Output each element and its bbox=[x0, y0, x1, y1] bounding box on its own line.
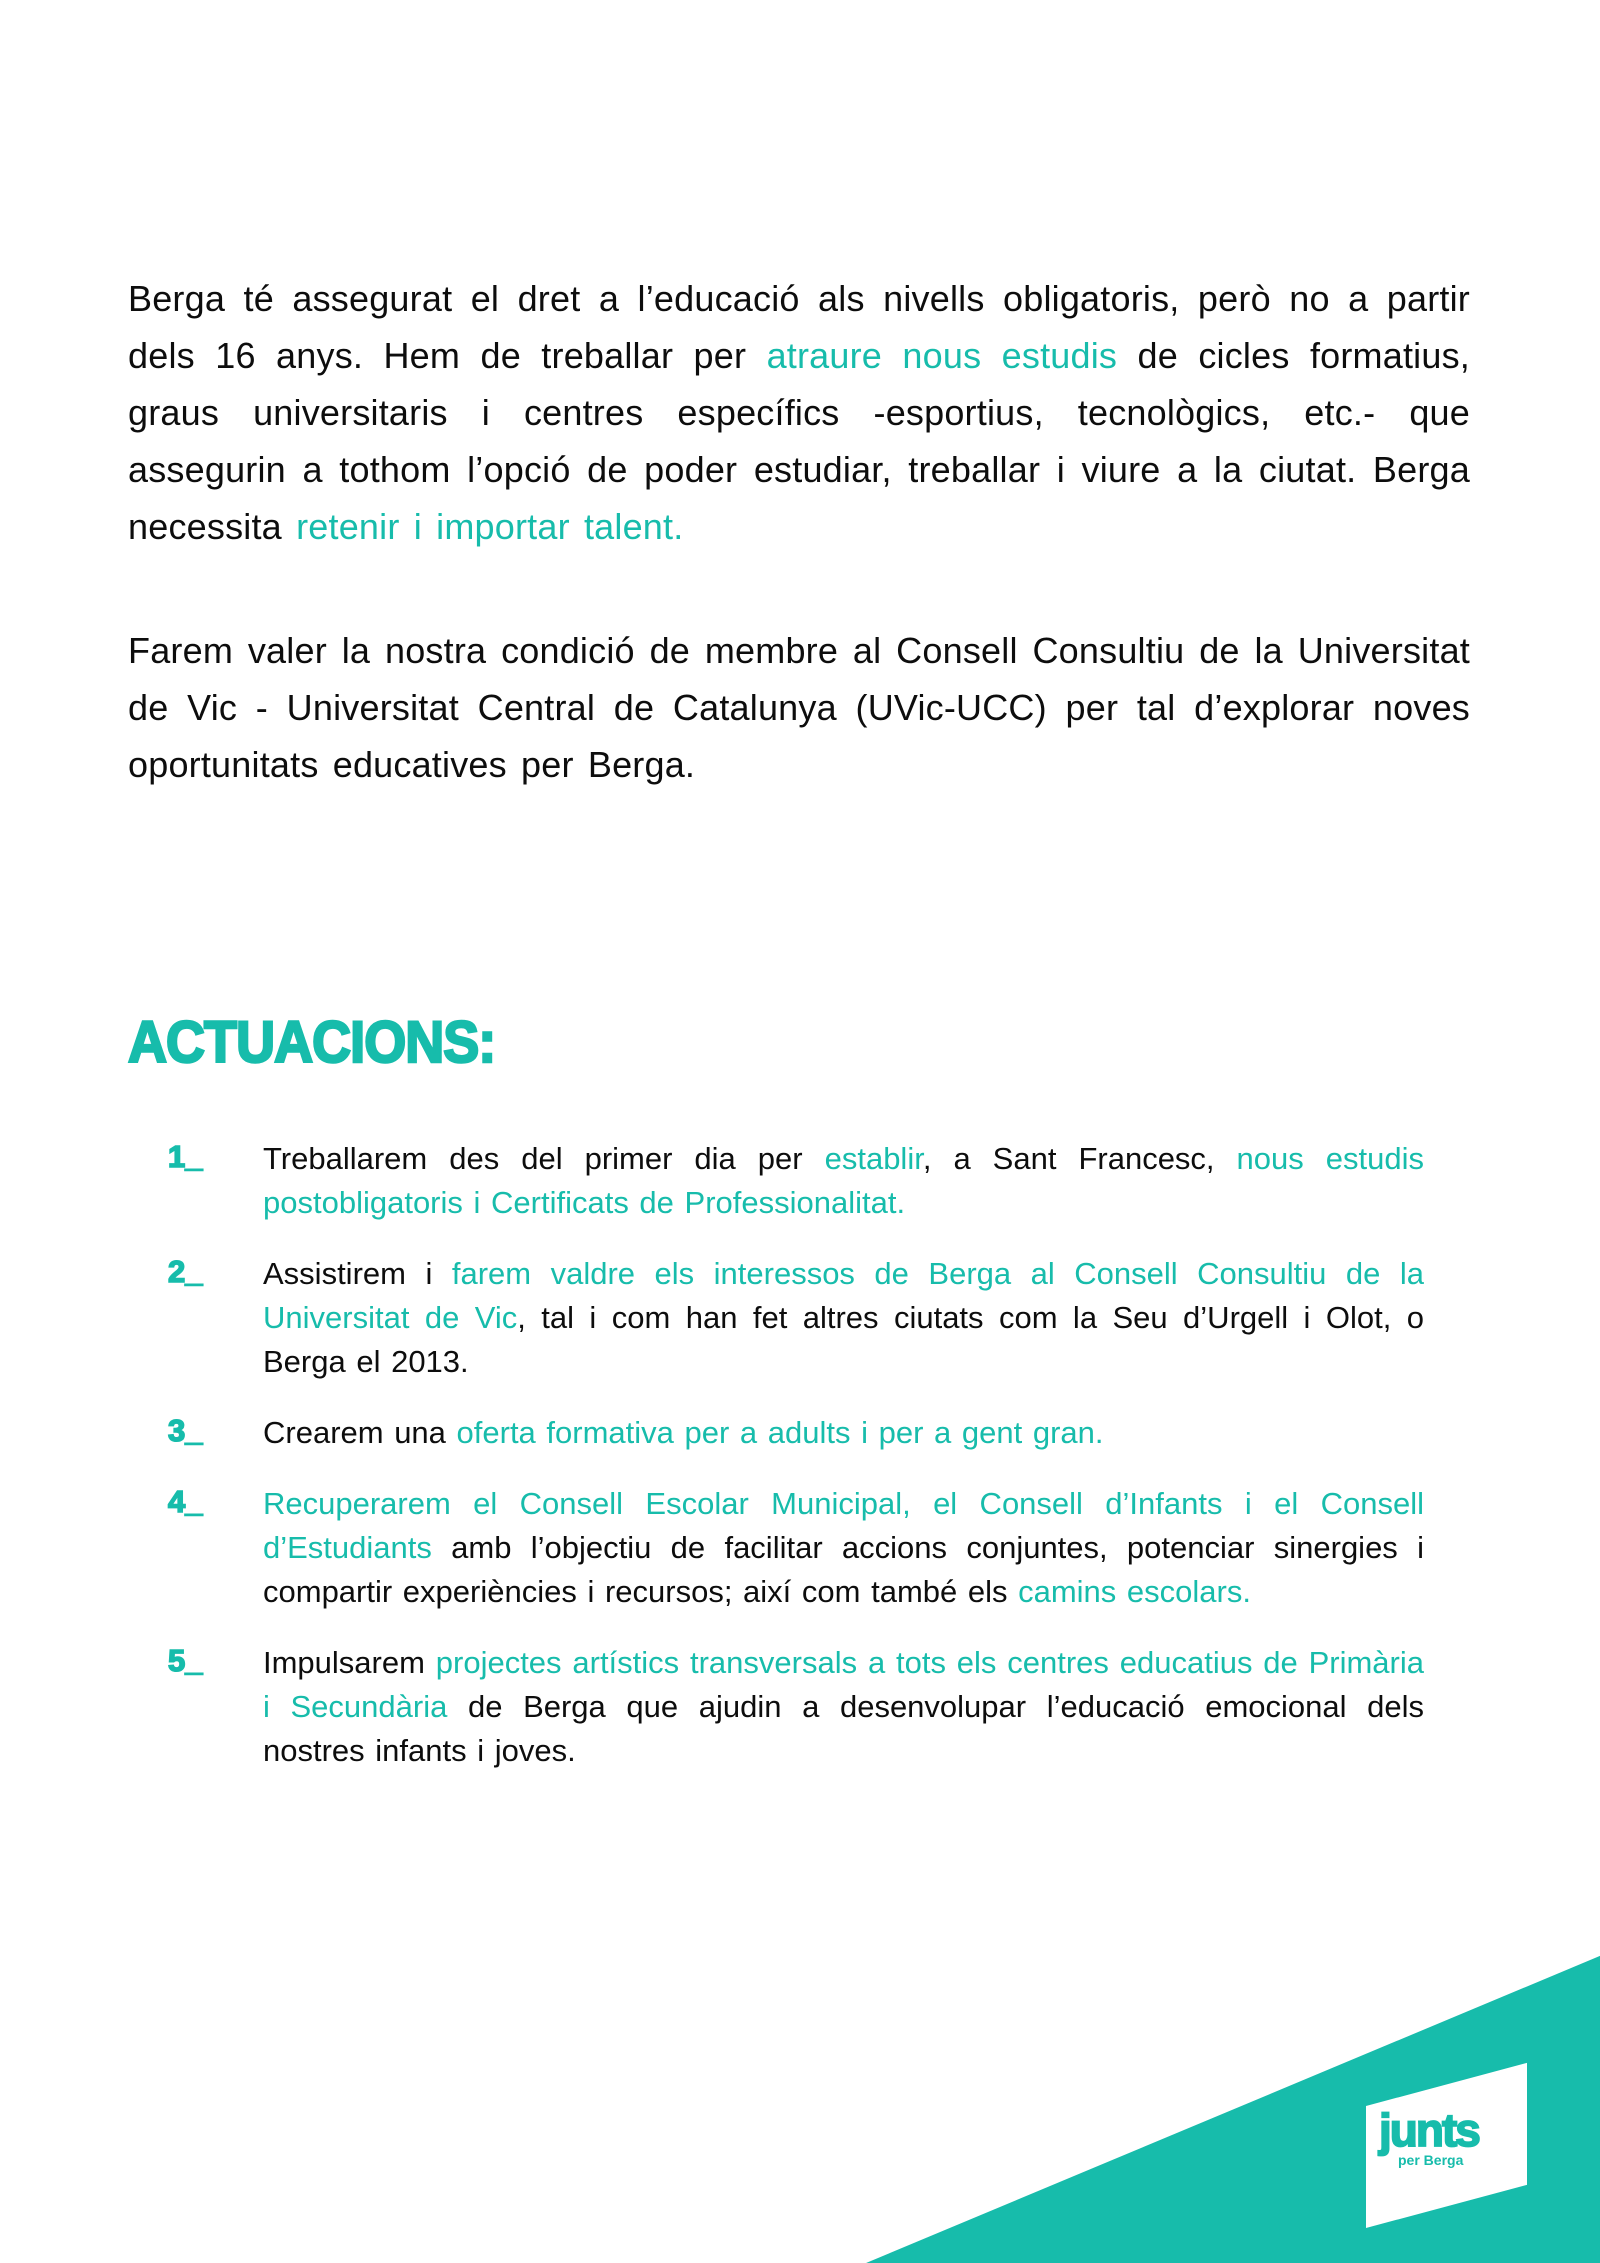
text-segment: , tal i com han fet altres ciutats com la Seu d’Urgell i Olot, o Berga el 2013. bbox=[263, 1300, 1424, 1379]
highlighted-text: Recuperarem el Consell Escolar Municipal, el Consell d’Infants i el Consell d’Estudiants bbox=[263, 1486, 1424, 1565]
text-segment: de cicles formatius, graus universitaris i centres específics -esportius, tecnològics, etc.- que assegurin a tothom l’opció de poder estudiar, treballar i viure a la ciutat. Berga necessita bbox=[128, 335, 1470, 547]
text-segment: Farem valer la nostra condició de membre al Consell Consultiu de la Universitat de Vic - Universitat Central de Catalunya (UVic-UCC) per tal d’explorar noves oportunitats educatives per Berga. bbox=[128, 630, 1470, 785]
text-segment: Assistirem i bbox=[263, 1256, 452, 1291]
junts-logo-tagline: per Berga bbox=[1398, 2152, 1464, 2168]
highlighted-text: oferta formativa per a adults i per a gent gran. bbox=[456, 1415, 1104, 1450]
action-item-number: 1_ bbox=[168, 1139, 203, 1174]
text-segment: , a Sant Francesc, bbox=[922, 1141, 1237, 1176]
action-item-number: 5_ bbox=[168, 1643, 203, 1678]
highlighted-text: nous estudis postobligatoris i Certificats de Professionalitat. bbox=[263, 1141, 1424, 1220]
highlighted-text: atraure nous estudis bbox=[766, 335, 1118, 376]
content-column bbox=[128, 270, 1470, 1800]
highlighted-text: camins escolars. bbox=[1018, 1574, 1251, 1609]
junts-logo-wordmark: junts bbox=[1379, 2104, 1479, 2156]
highlighted-text: establir bbox=[824, 1141, 923, 1176]
text-segment: de Berga que ajudin a desenvolupar l’educació emocional dels nostres infants i joves. bbox=[263, 1689, 1424, 1768]
text-segment: Treballarem des del primer dia per bbox=[263, 1141, 825, 1176]
actions-list bbox=[150, 1137, 1424, 1773]
action-item-number: 3_ bbox=[168, 1413, 203, 1448]
intro-paragraph bbox=[128, 622, 1470, 793]
intro-paragraph bbox=[128, 270, 1470, 555]
action-item bbox=[150, 1137, 1424, 1225]
action-item-number: 4_ bbox=[168, 1484, 203, 1519]
highlighted-text: projectes artístics transversals a tots els centres educatius de Primària i Secundària bbox=[263, 1645, 1425, 1724]
action-item bbox=[150, 1411, 1424, 1455]
text-segment: amb l’objectiu de facilitar accions conjuntes, potenciar sinergies i compartir experiències i recursos; així com també els bbox=[263, 1530, 1424, 1609]
intro-section bbox=[128, 270, 1470, 793]
action-item bbox=[150, 1482, 1424, 1614]
text-segment: Crearem una bbox=[263, 1415, 457, 1450]
highlighted-text: farem valdre els interessos de Berga al Consell Consultiu de la Universitat de Vic bbox=[263, 1256, 1424, 1335]
action-item-number: 2_ bbox=[168, 1254, 203, 1289]
text-segment: Impulsarem bbox=[263, 1645, 436, 1680]
action-item bbox=[150, 1252, 1424, 1384]
section-heading: ACTUACIONS: bbox=[128, 1010, 496, 1075]
action-item bbox=[150, 1641, 1424, 1773]
text-segment: Berga té assegurat el dret a l’educació als nivells obligatoris, però no a partir dels 16 anys. Hem de treballar per bbox=[128, 278, 1470, 376]
highlighted-text: retenir i importar talent. bbox=[296, 506, 684, 547]
